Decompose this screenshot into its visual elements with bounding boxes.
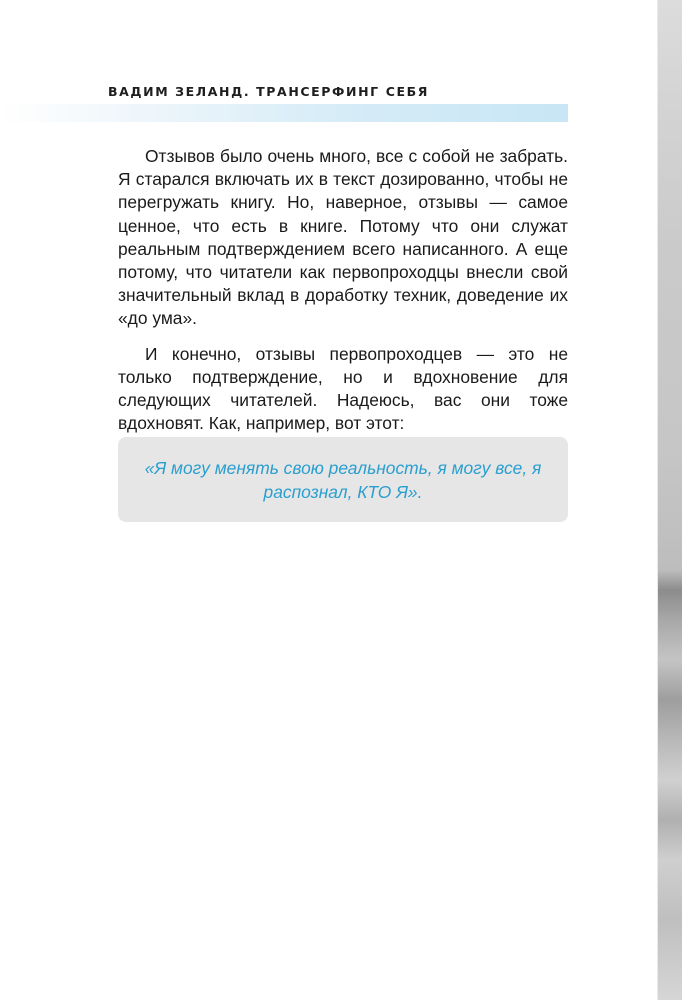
quote-text: «Я могу менять свою реальность, я могу все, я распознал, КТО Я». <box>144 457 542 502</box>
running-header: ВАДИМ ЗЕЛАНД. ТРАНСЕРФИНГ СЕБЯ <box>108 84 429 99</box>
paragraph: Отзывов было очень много, все с собой не забрать. Я старался включать их в текст дозированно, чтобы не перегружать книгу. Но, наверное, отзывы — самое ценное, что есть в книге. Потому что они служат реальным подтверждением всего написанного. А еще потому, что читатели как первопроходцы внесли свой значительный вклад в доработку техник, доведение их «до ума». <box>118 146 568 329</box>
header-band <box>0 104 568 122</box>
body-text <box>118 145 568 447</box>
paragraph: И конечно, отзывы первопроходцев — это не только подтверждение, но и вдохновение для следующих читателей. Надеюсь, вас они тоже вдохновят. Как, например, вот этот: <box>118 343 568 434</box>
quote-box <box>118 437 568 522</box>
cover-edge-strip <box>658 0 682 1000</box>
